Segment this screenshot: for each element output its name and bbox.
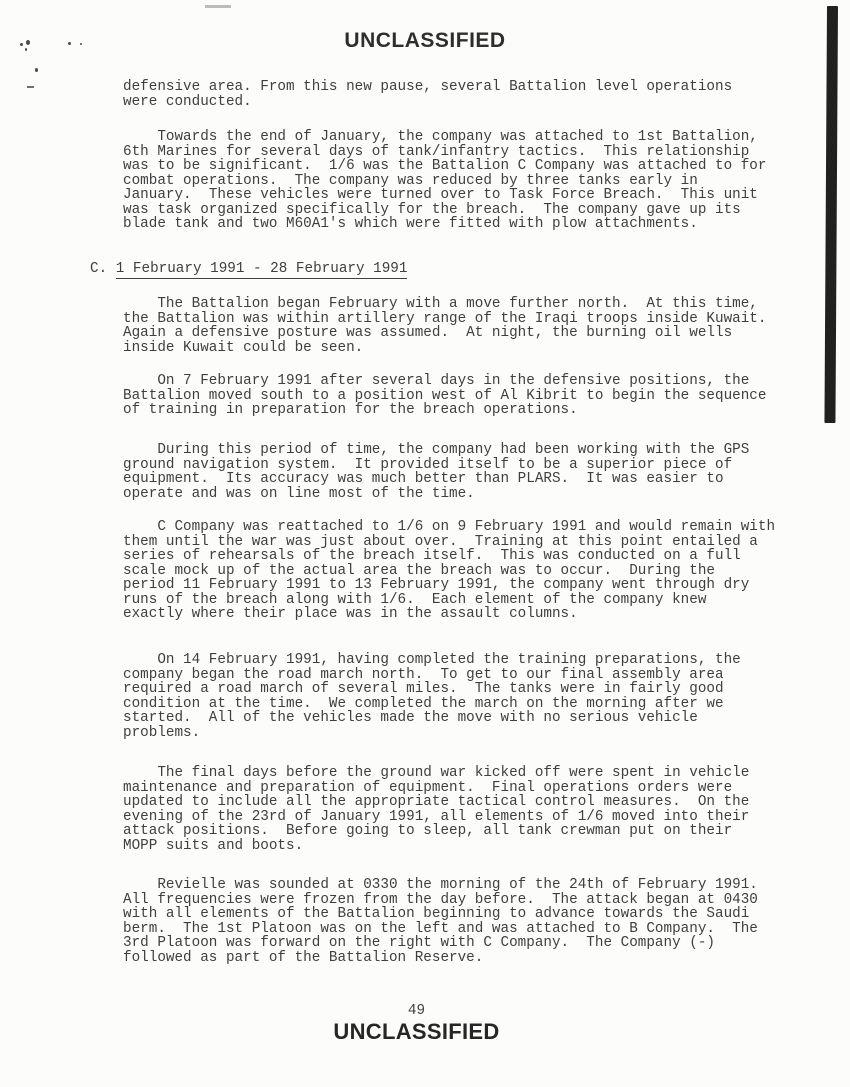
text-line: January. These vehicles were turned over to Task Force Breach. This unit xyxy=(123,187,758,204)
body-paragraph xyxy=(123,766,749,853)
text-line: 3rd Platoon was forward on the right with C Company. The Company (-) xyxy=(123,935,715,952)
text-line: Battalion moved south to a position west of Al Kibrit to begin the sequence xyxy=(123,387,767,404)
heading-prefix: C. xyxy=(90,261,116,277)
text-line: During this period of time, the company had been working with the GPS xyxy=(123,442,750,458)
text-line: combat operations. The company was reduced by three tanks early in xyxy=(123,172,698,189)
text-line: equipment. Its accuracy was much better than PLARS. It was easier to xyxy=(123,471,724,488)
text-line: them until the war was just about over. Training at this point entailed a xyxy=(123,533,758,550)
text-line: operate and was on line most of the time. xyxy=(123,485,475,502)
text-line: runs of the breach along with 1/6. Each element of the company knew xyxy=(123,591,707,608)
text-line: C Company was reattached to 1/6 on 9 February 1991 and would remain with xyxy=(123,519,776,535)
body-paragraph xyxy=(123,878,758,965)
text-line: Towards the end of January, the company was attached to 1st Battalion, xyxy=(123,129,758,145)
text-line: The Battalion began February with a move further north. At this time, xyxy=(123,296,758,312)
scan-speck-artifact xyxy=(26,40,30,45)
body-paragraph xyxy=(123,80,732,109)
text-line: Revielle was sounded at 0330 the morning of the 24th of February 1991. xyxy=(123,877,758,893)
text-line: started. All of the vehicles made the move with no serious vehicle xyxy=(123,710,698,727)
text-line: 6th Marines for several days of tank/infantry tactics. This relationship xyxy=(123,143,750,160)
text-line: inside Kuwait could be seen. xyxy=(123,339,364,356)
scan-speck-artifact xyxy=(80,43,82,45)
text-line: MOPP suits and boots. xyxy=(123,837,304,854)
text-line: of training in preparation for the breach operations. xyxy=(123,402,578,419)
page-number: 49 xyxy=(407,1003,426,1019)
classification-footer: UNCLASSIFIED xyxy=(333,1019,500,1044)
text-line: was task organized specifically for the breach. The company gave up its xyxy=(123,201,741,218)
text-line: company began the road march north. To get to our final assembly area xyxy=(123,666,724,683)
text-line: the Battalion was within artillery range of the Iraqi troops inside Kuwait. xyxy=(123,310,767,327)
section-heading xyxy=(90,262,407,277)
text-line: series of rehearsals of the breach itself. This was conducted on a full xyxy=(123,548,741,565)
body-paragraph xyxy=(123,130,766,232)
text-line: Again a defensive posture was assumed. At night, the burning oil wells xyxy=(123,325,733,342)
scan-speck-artifact xyxy=(35,68,38,72)
body-paragraph xyxy=(123,443,749,501)
text-line: attack positions. Before going to sleep, all tank crewman put on their xyxy=(123,823,733,840)
text-line: were conducted. xyxy=(123,93,252,110)
text-line: period 11 February 1991 to 13 February 1991, the company went through dry xyxy=(123,577,750,594)
text-line: updated to include all the appropriate tactical control measures. On the xyxy=(123,794,750,811)
text-line: followed as part of the Battalion Reserve. xyxy=(123,949,484,966)
text-line: blade tank and two M60A1's which were fitted with plow attachments. xyxy=(123,216,698,233)
text-line: The final days before the ground war kicked off were spent in vehicle xyxy=(123,765,750,781)
scan-speck-artifact xyxy=(25,48,27,51)
text-line: ground navigation system. It provided itself to be a superior piece of xyxy=(123,456,733,473)
text-line: scale mock up of the actual area the breach was to occur. During the xyxy=(123,562,715,579)
text-line: condition at the time. We completed the march on the morning after we xyxy=(123,695,724,712)
text-line: defensive area. From this new pause, several Battalion level operations xyxy=(123,79,733,95)
text-line: On 7 February 1991 after several days in the defensive positions, the xyxy=(123,373,750,389)
text-line: with all elements of the Battalion beginning to advance towards the Saudi xyxy=(123,906,750,923)
heading-underlined-text: 1 February 1991 - 28 February 1991 xyxy=(115,261,408,277)
scan-edge-bar-artifact xyxy=(824,6,838,423)
text-line: All frequencies were frozen from the day before. The attack began at 0430 xyxy=(123,891,758,908)
text-line: exactly where their place was in the assault columns. xyxy=(123,606,578,623)
body-paragraph xyxy=(123,653,741,740)
scan-speck-artifact xyxy=(68,42,71,45)
scan-dash-artifact xyxy=(27,86,34,88)
body-paragraph xyxy=(123,520,775,622)
classification-header: UNCLASSIFIED xyxy=(344,29,506,52)
scan-dash-artifact xyxy=(205,5,231,8)
text-line: On 14 February 1991, having completed the training preparations, the xyxy=(123,652,741,668)
text-line: maintenance and preparation of equipment. Final operations orders were xyxy=(123,779,733,796)
text-line: required a road march of several miles. The tanks were in fairly good xyxy=(123,681,724,698)
text-line: was to be significant. 1/6 was the Battalion C Company was attached to for xyxy=(123,158,767,175)
body-paragraph xyxy=(123,374,766,418)
body-paragraph xyxy=(123,297,766,355)
text-line: problems. xyxy=(123,724,201,741)
scan-speck-artifact xyxy=(20,43,23,46)
text-line: berm. The 1st Platoon was on the left and was attached to B Company. The xyxy=(123,920,758,937)
text-line: evening of the 23rd of January 1991, all elements of 1/6 moved into their xyxy=(123,808,750,825)
